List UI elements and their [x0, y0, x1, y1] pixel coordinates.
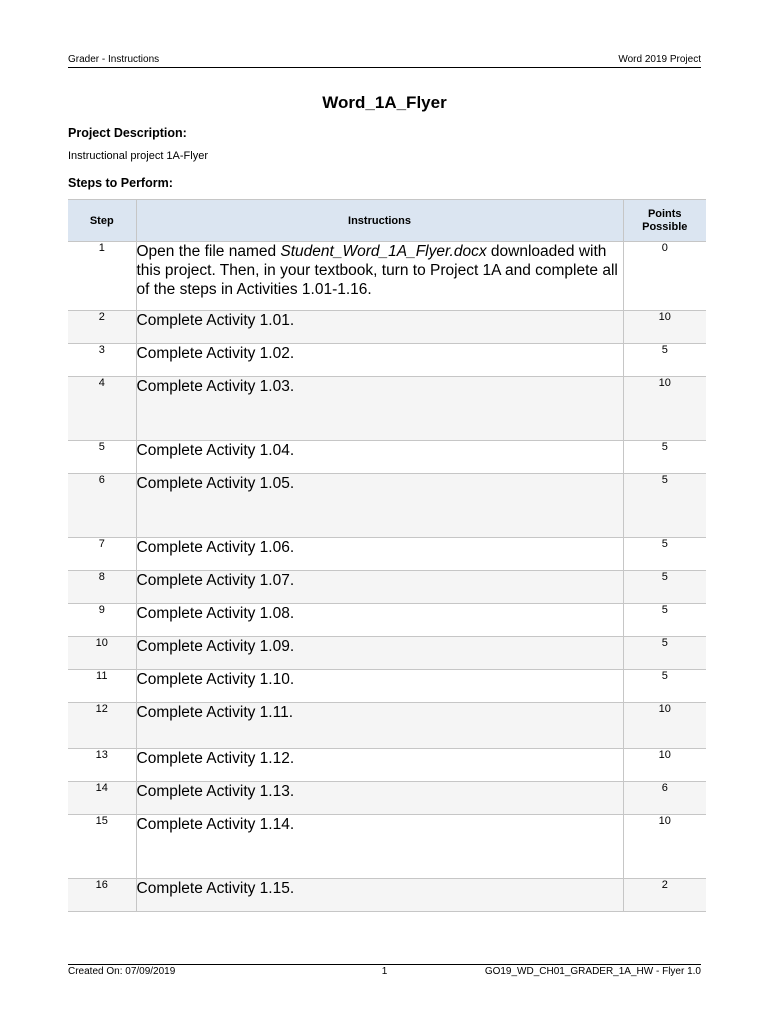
step-instruction: Complete Activity 1.12. — [136, 749, 623, 782]
step-points: 0 — [623, 242, 706, 311]
step-number: 3 — [68, 344, 136, 377]
step-number: 9 — [68, 604, 136, 637]
step-instruction: Complete Activity 1.14. — [136, 815, 623, 879]
table-header-row — [68, 200, 706, 242]
table-row — [68, 242, 706, 311]
table-row — [68, 311, 706, 344]
step-instruction: Complete Activity 1.08. — [136, 604, 623, 637]
table-row — [68, 377, 706, 441]
step-points: 10 — [623, 377, 706, 441]
table-row — [68, 749, 706, 782]
step-points: 10 — [623, 815, 706, 879]
table-row — [68, 815, 706, 879]
step-number: 8 — [68, 571, 136, 604]
step-points: 2 — [623, 879, 706, 912]
step-points: 5 — [623, 474, 706, 538]
step-instruction: Complete Activity 1.03. — [136, 377, 623, 441]
project-description-label: Project Description: — [68, 126, 187, 140]
header-left-text: Grader - Instructions — [68, 54, 160, 65]
step-instruction: Complete Activity 1.05. — [136, 474, 623, 538]
table-row — [68, 604, 706, 637]
instruction-text-end: downloaded with this project. Then, in your textbook, turn to Project 1A and complete all of the steps in Activities 1.01-1.16. — [136, 243, 618, 298]
step-number: 15 — [68, 815, 136, 879]
step-instruction: Complete Activity 1.11. — [136, 703, 623, 749]
step-points: 5 — [623, 344, 706, 377]
column-header-instructions: Instructions — [136, 200, 623, 242]
table-row — [68, 782, 706, 815]
step-points: 6 — [623, 782, 706, 815]
footer-created-date: Created On: 07/09/2019 — [68, 966, 176, 977]
step-instruction: Complete Activity 1.13. — [136, 782, 623, 815]
table-row — [68, 670, 706, 703]
table-row — [68, 441, 706, 474]
step-instruction: Complete Activity 1.15. — [136, 879, 623, 912]
step-points: 10 — [623, 703, 706, 749]
step-points: 10 — [623, 311, 706, 344]
step-number: 1 — [68, 242, 136, 311]
column-header-step: Step — [68, 200, 136, 242]
step-number: 10 — [68, 637, 136, 670]
step-number: 12 — [68, 703, 136, 749]
step-points: 5 — [623, 571, 706, 604]
step-instruction: Complete Activity 1.04. — [136, 441, 623, 474]
step-number: 5 — [68, 441, 136, 474]
step-number: 14 — [68, 782, 136, 815]
file-name: Student_Word_1A_Flyer.docx — [280, 243, 487, 260]
table-row — [68, 703, 706, 749]
step-points: 5 — [623, 604, 706, 637]
step-instruction: Complete Activity 1.01. — [136, 311, 623, 344]
step-instruction: Complete Activity 1.02. — [136, 344, 623, 377]
step-number: 7 — [68, 538, 136, 571]
step-number: 16 — [68, 879, 136, 912]
column-header-points: Points Possible — [623, 200, 706, 242]
step-instruction: Complete Activity 1.07. — [136, 571, 623, 604]
step-instruction: Complete Activity 1.06. — [136, 538, 623, 571]
step-points: 5 — [623, 670, 706, 703]
instruction-text-start: Open the file named — [136, 243, 281, 260]
step-points: 10 — [623, 749, 706, 782]
table-row — [68, 538, 706, 571]
page-number: 1 — [381, 966, 388, 977]
steps-label: Steps to Perform: — [68, 176, 173, 190]
step-points: 5 — [623, 538, 706, 571]
step-number: 11 — [68, 670, 136, 703]
table-row — [68, 344, 706, 377]
table-row — [68, 879, 706, 912]
step-points: 5 — [623, 637, 706, 670]
step-instruction — [136, 242, 623, 311]
step-number: 13 — [68, 749, 136, 782]
document-title: Word_1A_Flyer — [322, 93, 447, 112]
table-row — [68, 571, 706, 604]
page-header — [68, 53, 701, 68]
step-number: 6 — [68, 474, 136, 538]
step-number: 2 — [68, 311, 136, 344]
page-footer — [68, 964, 701, 979]
step-number: 4 — [68, 377, 136, 441]
step-instruction: Complete Activity 1.09. — [136, 637, 623, 670]
steps-table — [68, 199, 706, 912]
step-instruction: Complete Activity 1.10. — [136, 670, 623, 703]
step-points: 5 — [623, 441, 706, 474]
table-row — [68, 637, 706, 670]
footer-document-id: GO19_WD_CH01_GRADER_1A_HW - Flyer 1.0 — [484, 966, 701, 977]
project-description: Instructional project 1A-Flyer — [68, 150, 208, 162]
table-row — [68, 474, 706, 538]
header-right-text: Word 2019 Project — [618, 54, 701, 65]
